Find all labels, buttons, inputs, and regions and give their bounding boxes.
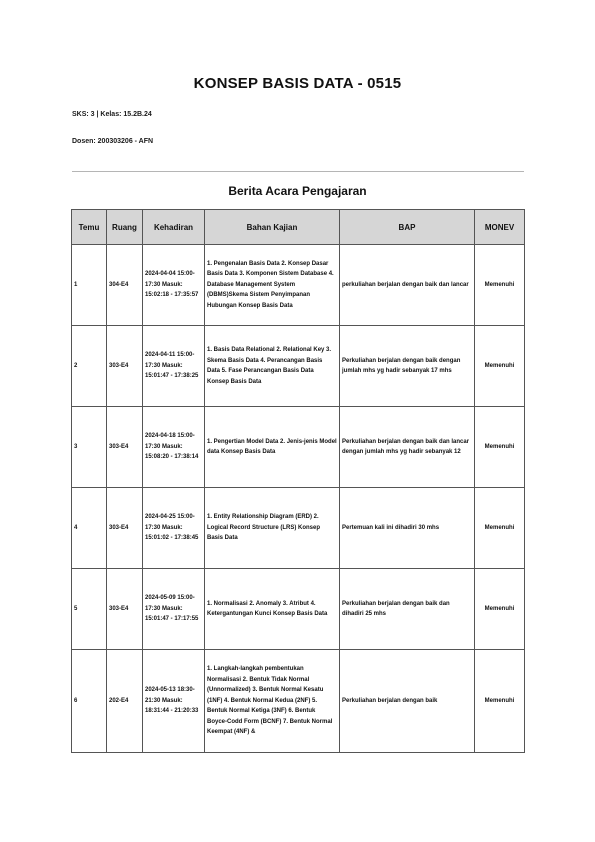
cell-ruang: 303-E4	[107, 326, 143, 407]
col-header-monev: MONEV	[475, 210, 525, 245]
col-header-ruang: Ruang	[107, 210, 143, 245]
cell-bap: Perkuliahan berjalan dengan baik dan lancar dengan jumlah mhs yg hadir sebanyak 12	[340, 407, 475, 488]
cell-bahan-kajian: 1. Entity Relationship Diagram (ERD) 2. Logical Record Structure (LRS) Konsep Basis Data	[205, 488, 340, 569]
cell-monev: Memenuhi	[475, 245, 525, 326]
cell-bap: Perkuliahan berjalan dengan baik dan dihadiri 25 mhs	[340, 569, 475, 650]
cell-kehadiran: 2024-04-11 15:00-17:30 Masuk: 15:01:47 - 17:38:25	[143, 326, 205, 407]
cell-bahan-kajian: 1. Basis Data Relational 2. Relational Key 3. Skema Basis Data 4. Perancangan Basis Data 5. Fase Perancangan Basis Data Konsep Basis Data	[205, 326, 340, 407]
divider	[72, 171, 524, 172]
cell-bap: Perkuliahan berjalan dengan baik dengan jumlah mhs yg hadir sebanyak 17 mhs	[340, 326, 475, 407]
table-row	[72, 407, 525, 488]
lecturer-meta-line: Dosen: 200303206 - AFN	[72, 138, 154, 145]
cell-monev: Memenuhi	[475, 650, 525, 753]
cell-monev: Memenuhi	[475, 407, 525, 488]
cell-temu: 3	[72, 407, 107, 488]
page-title: KONSEP BASIS DATA - 0515	[193, 75, 402, 92]
cell-kehadiran: 2024-04-04 15:00-17:30 Masuk: 15:02:18 - 17:35:57	[143, 245, 205, 326]
cell-bahan-kajian: 1. Pengertian Model Data 2. Jenis-jenis Model data Konsep Basis Data	[205, 407, 340, 488]
cell-temu: 6	[72, 650, 107, 753]
cell-bahan-kajian: 1. Normalisasi 2. Anomaly 3. Atribut 4. Ketergantungan Kunci Konsep Basis Data	[205, 569, 340, 650]
cell-monev: Memenuhi	[475, 569, 525, 650]
course-meta-line: SKS: 3 | Kelas: 15.2B.24	[72, 111, 152, 118]
table-row	[72, 245, 525, 326]
cell-bap: perkuliahan berjalan dengan baik dan lancar	[340, 245, 475, 326]
col-header-temu: Temu	[72, 210, 107, 245]
cell-ruang: 304-E4	[107, 245, 143, 326]
cell-monev: Memenuhi	[475, 326, 525, 407]
cell-kehadiran: 2024-05-09 15:00-17:30 Masuk: 15:01:47 - 17:17:55	[143, 569, 205, 650]
bap-table	[71, 209, 525, 753]
table-row	[72, 488, 525, 569]
section-title: Berita Acara Pengajaran	[228, 184, 367, 198]
cell-ruang: 202-E4	[107, 650, 143, 753]
cell-temu: 4	[72, 488, 107, 569]
table-header-row	[72, 210, 525, 245]
cell-kehadiran: 2024-04-25 15:00-17:30 Masuk: 15:01:02 - 17:38:45	[143, 488, 205, 569]
cell-bahan-kajian: 1. Langkah-langkah pembentukan Normalisasi 2. Bentuk Tidak Normal (Unnormalized) 3. Bentuk Normal Kesatu (1NF) 4. Bentuk Normal Kedua (2NF) 5. Bentuk Normal Ketiga (3NF) 6. Bentuk Boyce-Codd Form (BCNF) 7. Bentuk Normal Keempat (4NF) &	[205, 650, 340, 753]
cell-temu: 2	[72, 326, 107, 407]
cell-bap: Perkuliahan berjalan dengan baik	[340, 650, 475, 753]
col-header-bahan-kajian: Bahan Kajian	[205, 210, 340, 245]
cell-temu: 5	[72, 569, 107, 650]
cell-monev: Memenuhi	[475, 488, 525, 569]
col-header-kehadiran: Kehadiran	[143, 210, 205, 245]
cell-bahan-kajian: 1. Pengenalan Basis Data 2. Konsep Dasar Basis Data 3. Komponen Sistem Database 4. Database Management System (DBMS)Skema Sistem Penyimpanan Hubungan Konsep Basis Data	[205, 245, 340, 326]
col-header-bap: BAP	[340, 210, 475, 245]
table-row	[72, 326, 525, 407]
cell-kehadiran: 2024-04-18 15:00-17:30 Masuk: 15:08:20 - 17:38:14	[143, 407, 205, 488]
table-row	[72, 569, 525, 650]
cell-ruang: 303-E4	[107, 488, 143, 569]
cell-ruang: 303-E4	[107, 407, 143, 488]
cell-ruang: 303-E4	[107, 569, 143, 650]
cell-bap: Pertemuan kali ini dihadiri 30 mhs	[340, 488, 475, 569]
cell-kehadiran: 2024-05-13 18:30-21:30 Masuk: 18:31:44 - 21:20:33	[143, 650, 205, 753]
table-row	[72, 650, 525, 753]
cell-temu: 1	[72, 245, 107, 326]
